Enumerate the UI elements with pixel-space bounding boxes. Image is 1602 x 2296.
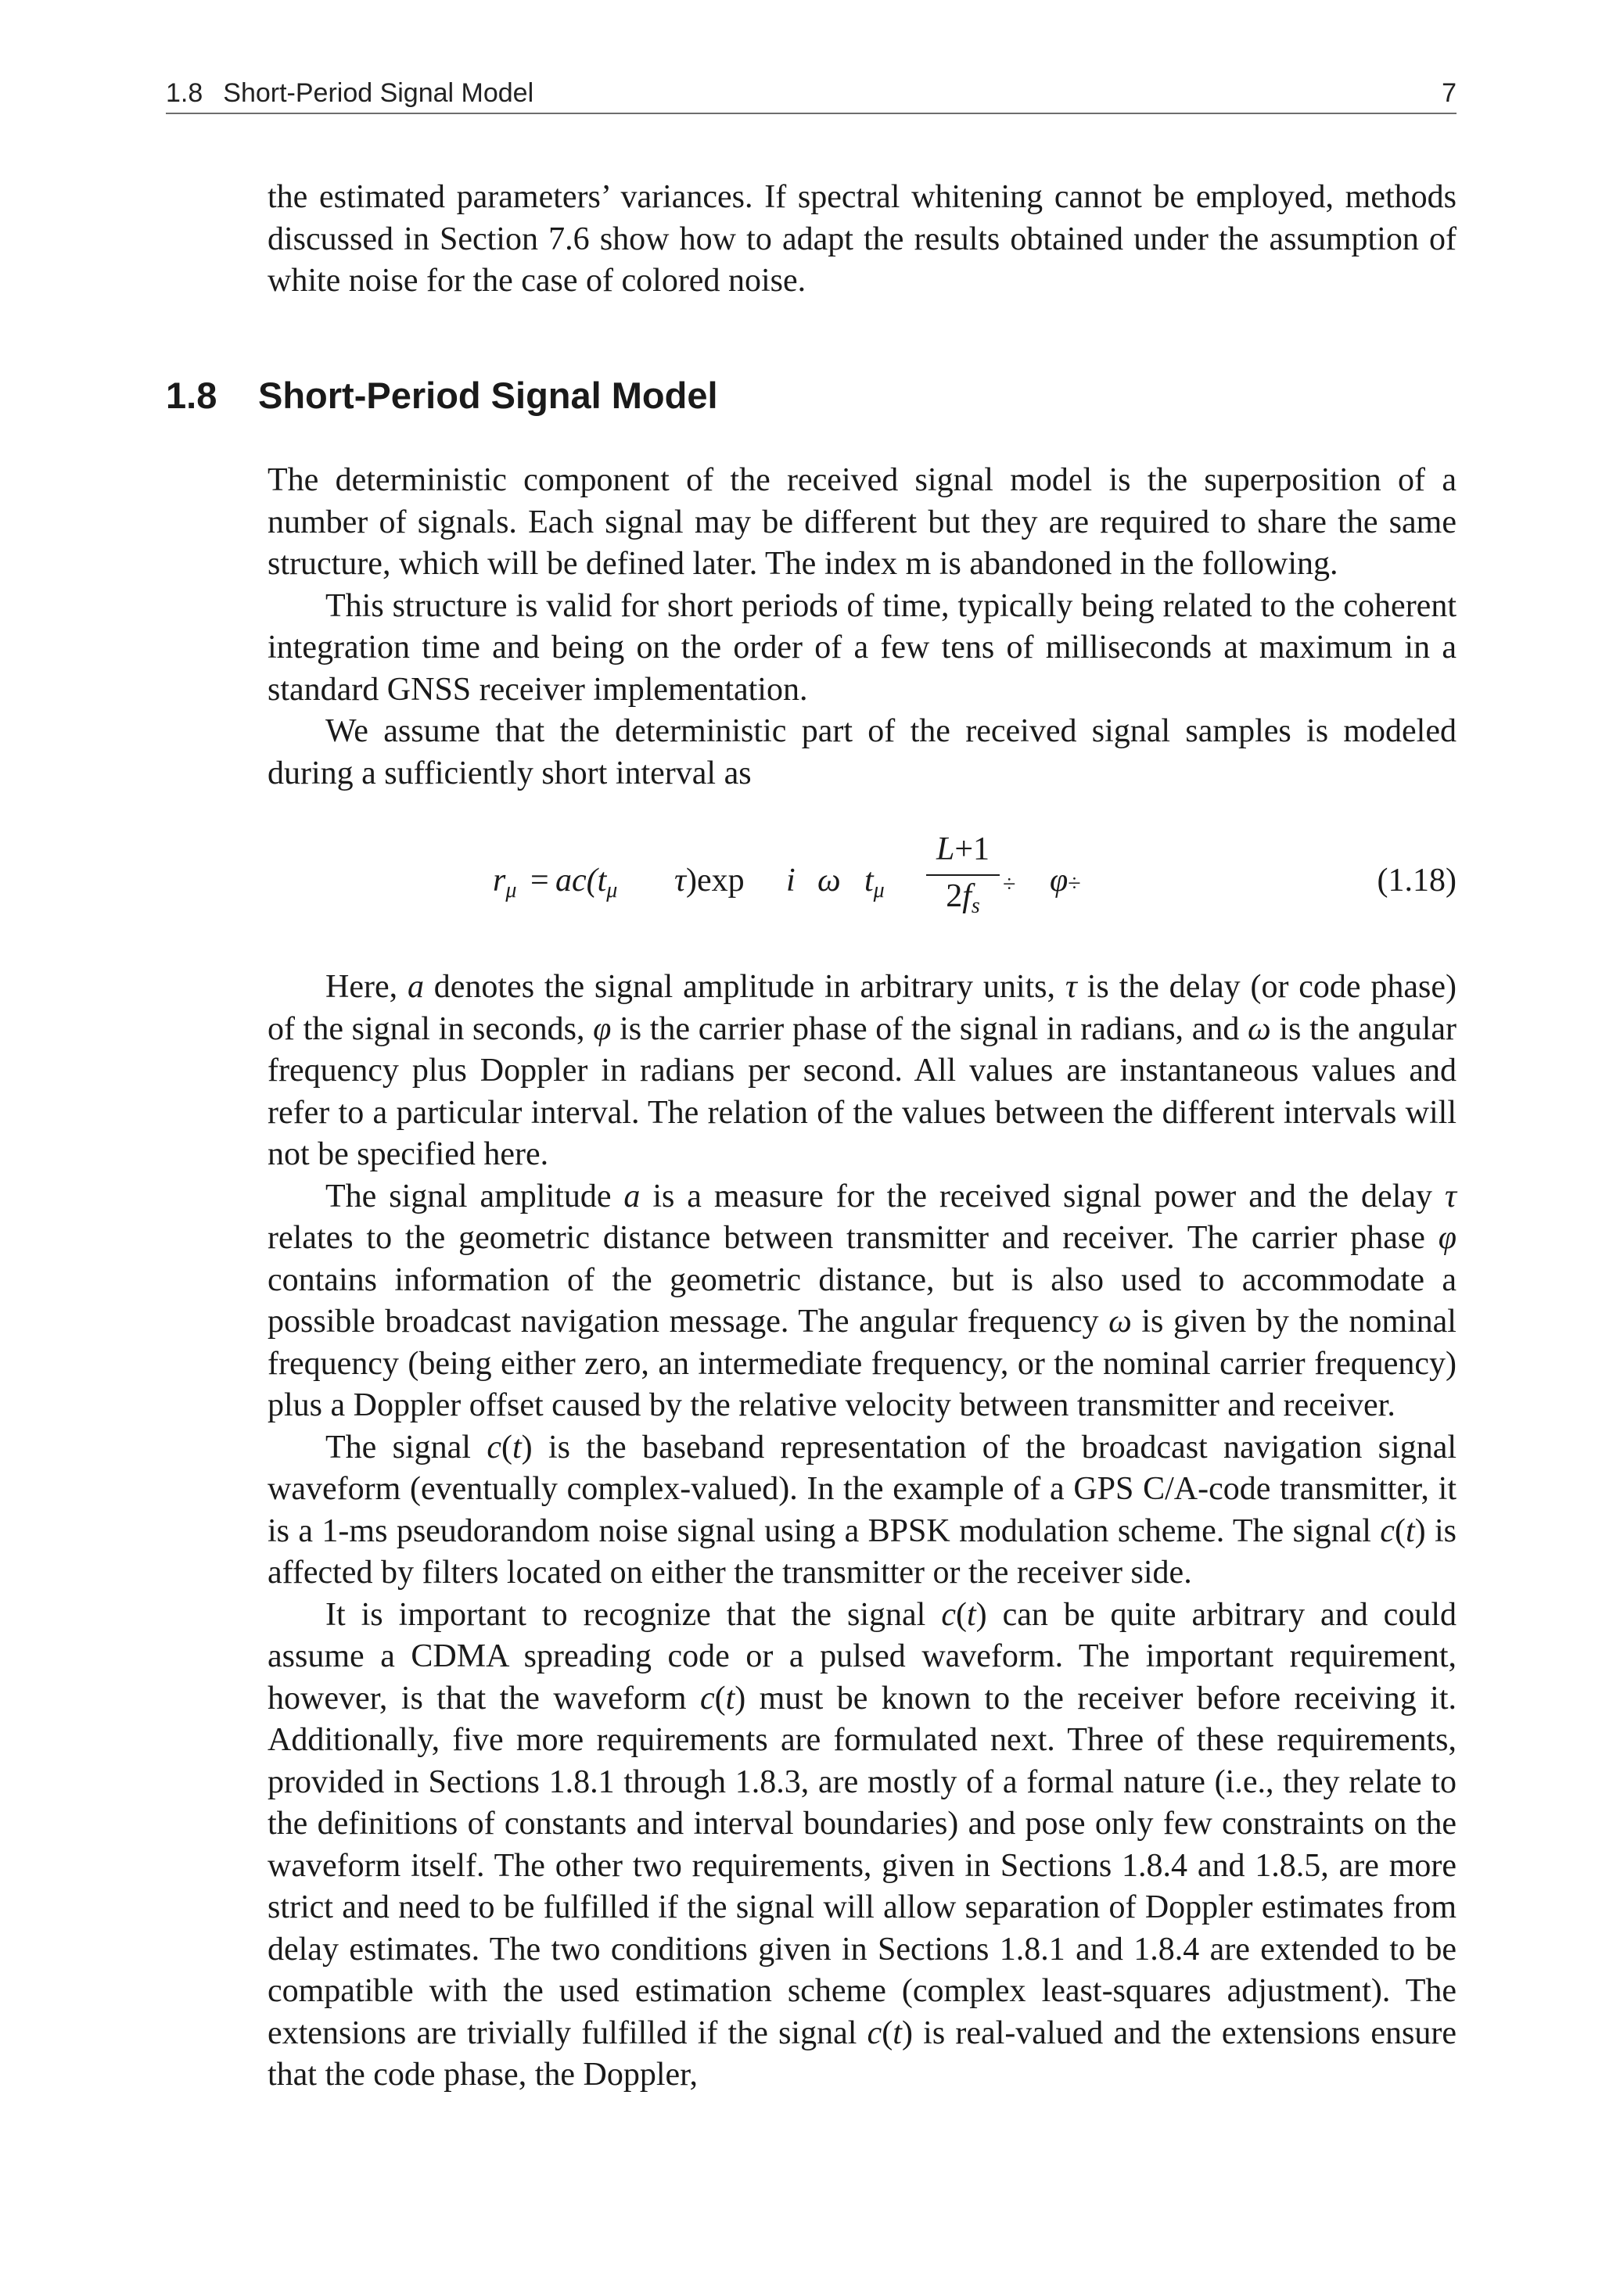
eq-term5: $t_\mu$ xyxy=(864,863,885,902)
section-title: Short-Period Signal Model xyxy=(258,375,718,416)
equation-number: (1.18) xyxy=(1377,863,1457,899)
running-head-section xyxy=(166,78,533,109)
pre-equation-text-block xyxy=(268,460,1457,795)
section-heading xyxy=(166,374,718,417)
post-equation-text-block xyxy=(268,967,1457,2097)
eq-lhs: $r_\mu$ xyxy=(493,863,517,902)
paragraph: The signal c(t) is the baseband representation of the broadcast navigation signal waveform (eventually complex-valued). In the example of a GPS C/A-code transmitter, it is a 1-ms pseudorandom noise signal using a BPSK modulation scheme. The signal c(t) is affected by filters located on either the transmitter or the receiver side. xyxy=(268,1429,1457,1591)
paragraph: The deterministic component of the received signal model is the superposition of a number of signals. Each signal may be different but they are required to share the same structure, which will be defined later. The index m is abandoned in the following. xyxy=(268,462,1457,582)
page-number: 7 xyxy=(1442,78,1457,108)
paragraph: the estimated parameters’ variances. If spectral whitening cannot be employed, methods discussed in Section 7.6 show how to adapt the results obtained under the assumption of white noise for the case of colored noise. xyxy=(268,179,1457,299)
paragraph: It is important to recognize that the signal c(t) can be quite arbitrary and could assume a CDMA spreading code or a pulsed waveform. The important requirement, however, is that the waveform c(t) must be known to the receiver before receiving it. Additionally, five more requirements are formulated next. Three of these requirements, provided in Sections 1.8.1 through 1.8.3, are mostly of a formal nature (i.e., they relate to the definitions of constants and interval boundaries) and pose only few constraints on the waveform itself. The other two requirements, given in Sections 1.8.4 and 1.8.5, are more strict and need to be fulfilled if the signal will allow separation of Doppler estimates from delay estimates. The two conditions given in Sections 1.8.1 and 1.8.4 are extended to be compatible with the used estimation scheme (complex least-squares adjustment). The extensions are trivially fulfilled if the signal c(t) is real-valued and the extensions ensure that the code phase, the Doppler, xyxy=(268,1596,1457,2093)
eq-term2: τ)exp xyxy=(674,863,745,899)
running-head-section-number: 1.8 xyxy=(166,78,203,108)
eq-fraction-numerator: L+1 xyxy=(936,831,990,867)
running-head-section-title: Short-Period Signal Model xyxy=(223,78,534,108)
paragraph: The signal amplitude a is a measure for the received signal power and the delay τ relates to the geometric distance between transmitter and receiver. The carrier phase φ contains information of the geometric distance, but is also used to accommodate a possible broadcast navigation message. The angular frequency ω is given by the nominal frequency (being either zero, an intermediate frequency, or the nominal carrier frequency) plus a Doppler offset caused by the relative velocity between transmitter and receiver. xyxy=(268,1178,1457,1423)
eq-fraction-bar xyxy=(926,874,1000,876)
paragraph: Here, a denotes the signal amplitude in arbitrary units, τ is the delay (or code phase) of the signal in seconds, φ is the carrier phase of the signal in radians, and ω is the angular frequency plus Doppler in radians per second. All values are instantaneous values and refer to a particular interval. The relation of the values between the different intervals will not be specified here. xyxy=(268,969,1457,1172)
eq-term3: i xyxy=(786,863,796,899)
paragraph: We assume that the deterministic part of the received signal samples is modeled during a sufficiently short interval as xyxy=(268,713,1457,791)
eq-div: ÷ xyxy=(1003,871,1016,897)
top-text-block xyxy=(268,177,1457,303)
eq-term1: $ac(t_\mu$ xyxy=(555,863,618,902)
paragraph: This structure is valid for short periods of time, typically being related to the coherent integration time and being on the order of a few tens of milliseconds at maximum in a standard GNSS receiver implementation. xyxy=(268,587,1457,708)
equation xyxy=(493,831,1457,924)
eq-fraction-denominator: $2f_s$ xyxy=(946,878,980,918)
eq-term4: ω xyxy=(817,863,841,899)
section-number: 1.8 xyxy=(166,375,217,416)
eq-equals: = xyxy=(530,863,549,899)
running-head xyxy=(166,75,1457,114)
eq-phi: φ÷ xyxy=(1050,863,1081,899)
